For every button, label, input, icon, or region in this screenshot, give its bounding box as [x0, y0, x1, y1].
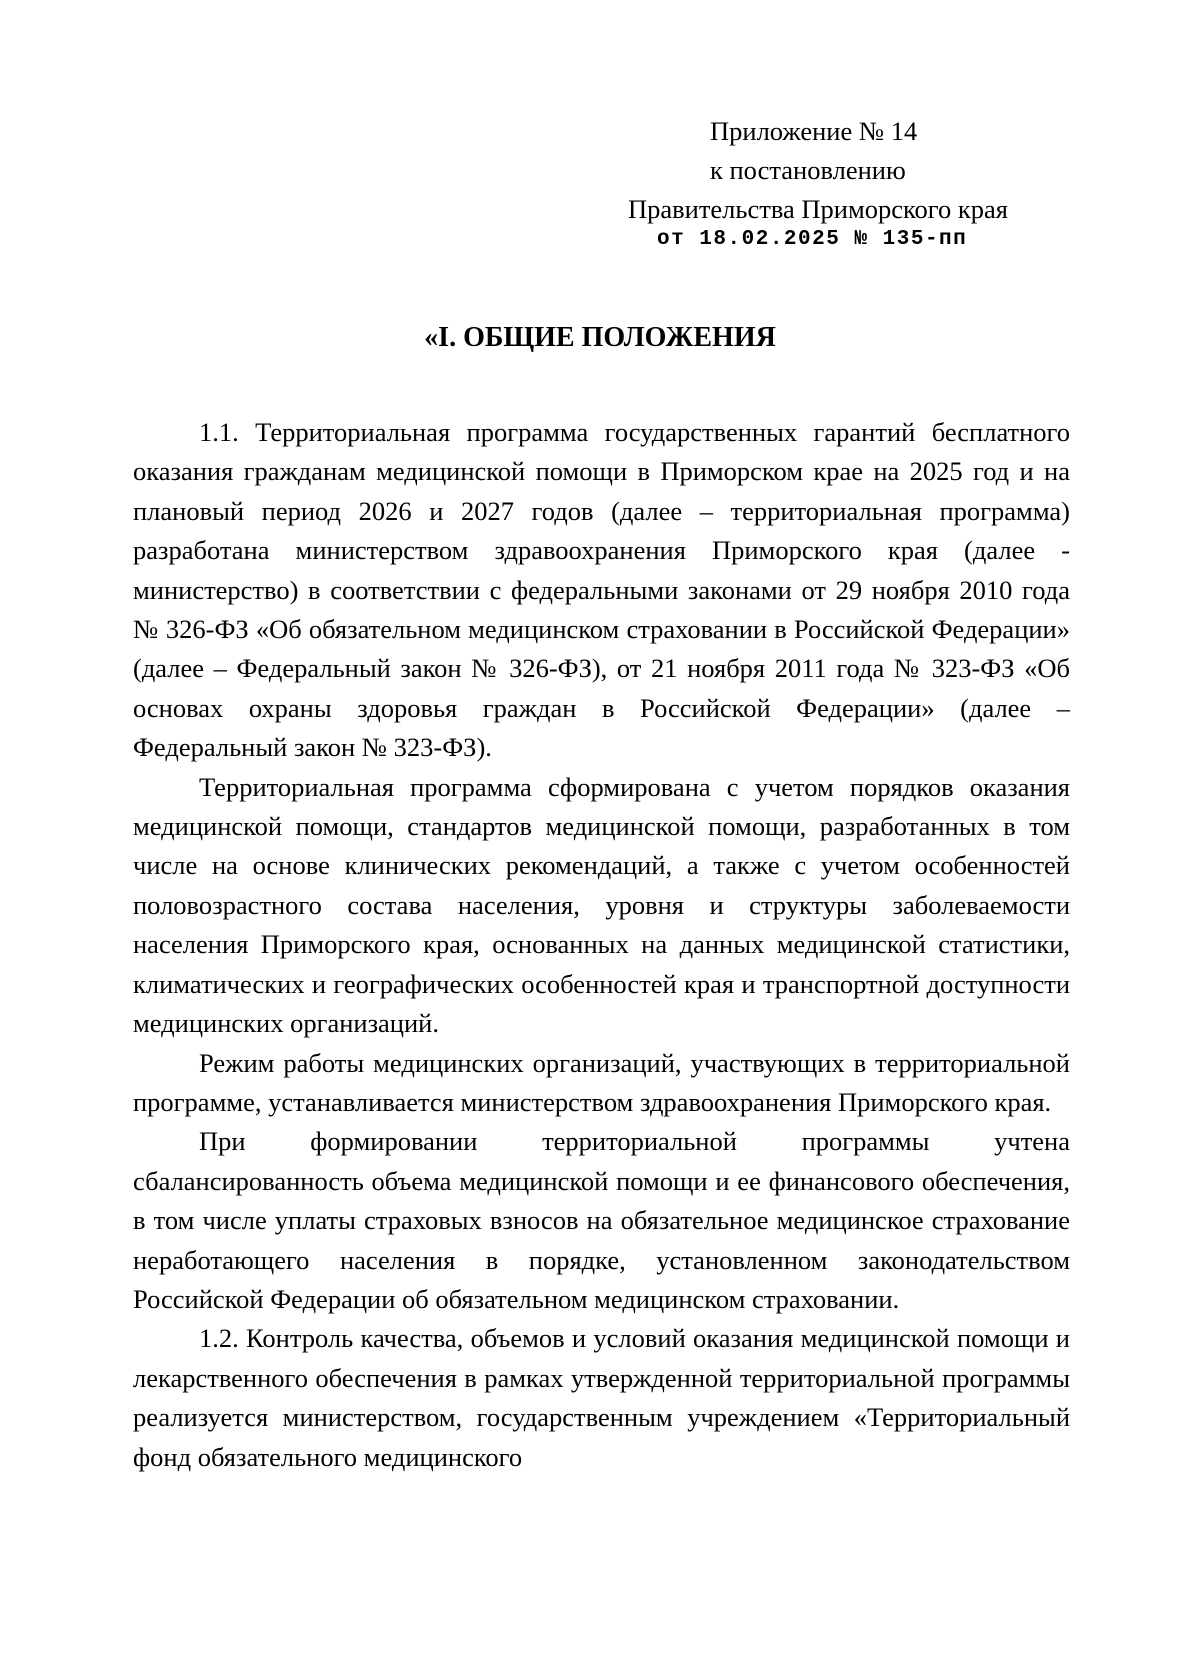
- section-title: «I. ОБЩИЕ ПОЛОЖЕНИЯ: [424, 322, 776, 353]
- appendix-number: Приложение № 14: [710, 116, 918, 146]
- paragraph-1-1: 1.1. Территориальная программа государственных гарантий бесплатного оказания гражданам медицинской помощи в Приморском крае на 2025 год и на плановый период 2026 и 2027 годов (далее – территориальная программа) разработана министерством здравоохранения Приморского края (далее - министерство) в соответствии с федеральными законами от 29 ноября 2010 года № 326-ФЗ «Об обязательном медицинском страховании в Российской Федерации» (далее – Федеральный закон № 326-ФЗ), от 21 ноября 2011 года № 323-ФЗ «Об основах охраны здоровья граждан в Российской Федерации» (далее – Федеральный закон № 323-ФЗ).: [133, 417, 1070, 763]
- document-body: [133, 413, 1070, 1477]
- appendix-header: [628, 112, 1058, 229]
- appendix-authority: Правительства Приморского края: [628, 194, 1008, 224]
- resolution-date-stamp: от 18.02.2025 № 135-пп: [657, 228, 968, 251]
- paragraph-1-2: 1.2. Контроль качества, объемов и условий оказания медицинской помощи и лекарственного обеспечения в рамках утвержденной территориальной программы реализуется министерством, государственным учреждением «Территориальный фонд обязательного медицинского: [133, 1323, 1070, 1472]
- paragraph-program-formation: Территориальная программа сформирована с учетом порядков оказания медицинской помощи, стандартов медицинской помощи, разработанных в том числе на основе клинических рекомендаций, а также с учетом особенностей половозрастного состава населения, уровня и структуры заболеваемости населения Приморского края, основанных на данных медицинской статистики, климатических и географических особенностей края и транспортной доступности медицинских организаций.: [133, 771, 1070, 1039]
- paragraph-work-mode: Режим работы медицинских организаций, участвующих в территориальной программе, устанавливается министерством здравоохранения Приморского края.: [133, 1047, 1070, 1117]
- paragraph-balance: При формировании территориальной программы учтена сбалансированность объема медицинской помощи и ее финансового обеспечения, в том числе уплаты страховых взносов на обязательное медицинское страхование неработающего населения в порядке, установленном законодательством Российской Федерации об обязательном медицинском страховании.: [133, 1126, 1070, 1314]
- appendix-reference: к постановлению: [710, 155, 906, 185]
